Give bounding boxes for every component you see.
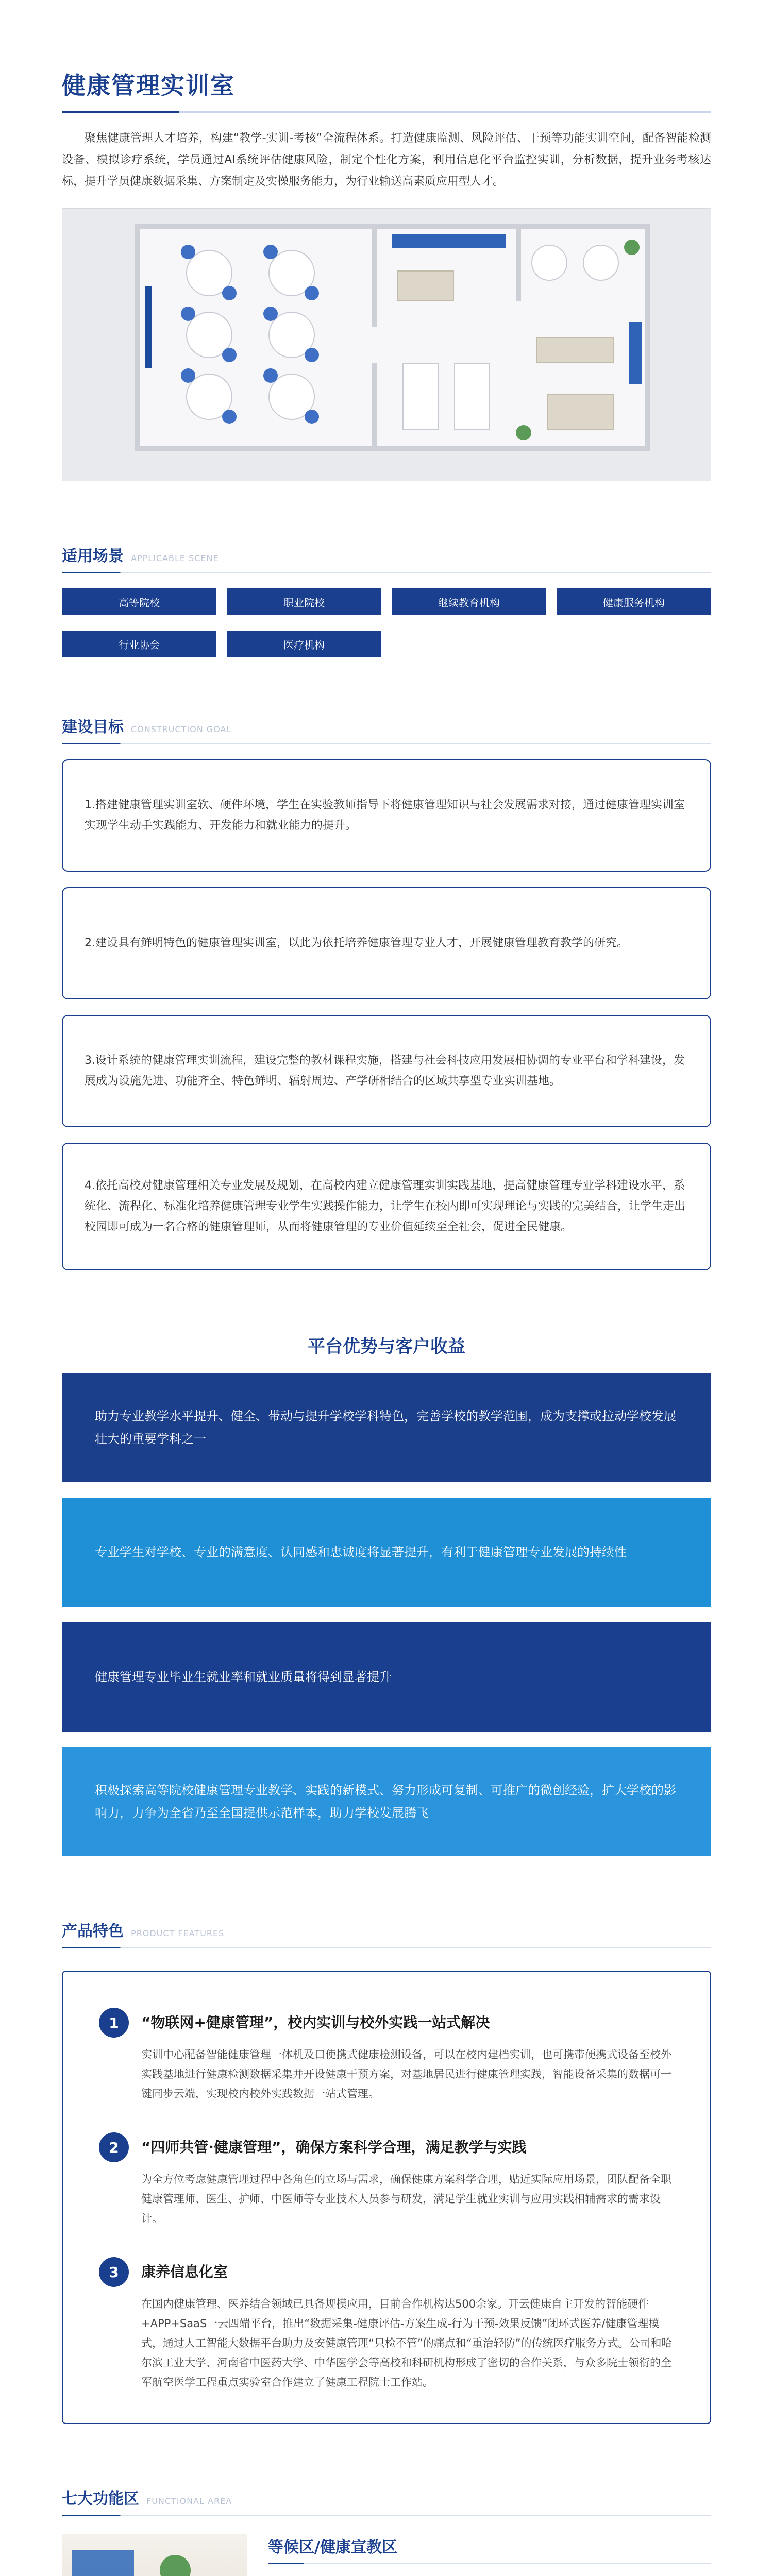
zone-divider <box>268 2563 711 2564</box>
goal-text: 2.建设具有鲜明特色的健康管理实训室，以此为依托培养健康管理专业人才，开展健康管理教育教学的研究。 <box>85 937 628 950</box>
floorplan-wall <box>516 224 521 301</box>
section-divider <box>62 2515 711 2516</box>
goal-card <box>62 887 711 999</box>
floorplan-cabinet <box>629 322 642 384</box>
scenes-section <box>0 543 773 657</box>
zone-photo <box>62 2534 247 2576</box>
floorplan-screen <box>145 286 152 368</box>
section-title: 七大功能区 <box>62 2490 139 2508</box>
advantage-card <box>62 1498 711 1607</box>
scene-tag: 健康服务机构 <box>557 588 711 615</box>
section-title: 建设目标 <box>62 718 124 736</box>
goal-text: 1.搭建健康管理实训室软、硬件环境，学生在实验教师指导下将健康管理知识与社会发展需求对接，通过健康管理实训室实现学生动手实践能力、开发能力和就业能力的提升。 <box>85 799 685 832</box>
section-divider <box>62 572 711 573</box>
section-title-en: CONSTRUCTION GOAL <box>131 724 232 734</box>
title-underline <box>62 111 711 113</box>
floorplan-wall <box>372 224 377 327</box>
floorplan-wall <box>372 363 377 451</box>
scene-list <box>62 588 711 657</box>
section-divider <box>62 1947 711 1948</box>
zone-list <box>62 2534 711 2576</box>
section-title-en: FUNCTIONAL AREA <box>146 2496 232 2506</box>
feature-title: “物联网+健康管理”，校内实训与校外实践一站式解决 <box>141 2014 490 2031</box>
scene-tag: 医疗机构 <box>227 631 381 657</box>
advantage-text: 专业学生对学校、专业的满意度、认同感和忠诚度将显著提升，有利于健康管理专业发展的持续性 <box>95 1545 627 1560</box>
goal-card <box>62 1015 711 1127</box>
goals-header <box>62 714 711 737</box>
goal-text: 3.设计系统的健康管理实训流程，建设完整的教材课程实施，搭建与社会科技应用发展相协调的专业平台和学科建设，发展成为设施先进、功能齐全、特色鲜明、辐射周边、产学研相结合的区域共享型专业实训基地。 <box>85 1054 685 1088</box>
floorplan-chair <box>305 410 319 424</box>
feature-number: 1 <box>99 2008 129 2038</box>
advantage-text: 积极探索高等院校健康管理专业教学、实践的新模式、努力形成可复制、可推广的微创经验，扩大学校的影响力，力争为全省乃至全国提供示范样本，助力学校发展腾飞 <box>95 1783 676 1820</box>
scene-tag: 高等院校 <box>62 588 216 615</box>
floorplan-cabinet <box>392 234 506 248</box>
features-box <box>62 1971 711 2424</box>
feature-item <box>99 2008 674 2104</box>
feature-text: 实训中心配备智能健康管理一体机及口使携式健康检测设备，可以在校内建档实训，也可携带便携式设备至校外实践基地进行健康检测数据采集并开设健康干预方案，对基地居民进行健康管理实践，智能设备采集的数据可一键同步云端，实现校内校外实践数据一站式管理。 <box>141 2048 671 2100</box>
hero-section <box>0 0 773 481</box>
section-title-en: PRODUCT FEATURES <box>131 1928 225 1938</box>
advantage-card <box>62 1747 711 1856</box>
floorplan-desk <box>536 337 614 363</box>
scene-tag: 职业院校 <box>227 588 381 615</box>
floorplan-chair <box>263 368 278 383</box>
floorplan-chair <box>305 348 319 362</box>
floorplan-chair <box>222 410 237 424</box>
feature-number: 2 <box>99 2132 129 2162</box>
floorplan-chair <box>181 368 195 383</box>
floorplan-chair <box>263 307 278 321</box>
section-title-en: APPLICABLE SCENE <box>131 553 219 563</box>
feature-title: “四师共管·健康管理”，确保方案科学合理，满足教学与实践 <box>141 2139 527 2156</box>
advantage-card <box>62 1373 711 1482</box>
advantages-title: 平台优势与客户收益 <box>308 1336 465 1357</box>
page-title: 健康管理实训室 <box>62 72 235 99</box>
scenes-header <box>62 543 711 566</box>
feature-item <box>99 2132 674 2228</box>
features-section <box>0 1918 773 2424</box>
feature-text: 为全方位考虑健康管理过程中各角色的立场与需求，确保健康方案科学合理，贴近实际应用场景，团队配备全职健康管理师、医生、护师、中医师等专业技术人员参与研发，满足学生就业实训与应用实践相辅需求的需求设计。 <box>141 2173 671 2225</box>
floorplan-chair <box>263 245 278 259</box>
floorplan-plant <box>516 425 531 440</box>
floorplan-table <box>583 245 619 281</box>
features-header <box>62 1918 711 1941</box>
feature-number: 3 <box>99 2257 129 2287</box>
zones-header <box>62 2486 711 2509</box>
floorplan-plant <box>624 240 640 255</box>
zone-title: 等候区/健康宣教区 <box>268 2538 397 2556</box>
goal-card <box>62 1143 711 1270</box>
floorplan-chair <box>305 286 319 300</box>
advantage-card <box>62 1622 711 1732</box>
feature-text: 在国内健康管理、医养结合领域已具备规模应用，目前合作机构达500余家。开云健康自主开发的智能硬件+APP+SaaS一云四端平台，推出“数据采集-健康评估-方案生成-行为干预-效果反馈”闭环式医养/健康管理模式，通过人工智能大数据平台助力及安健康管理“只检不管”的痛点和“重治轻防”的传统医疗服务方式。公司和哈尔滨工业大学、河南省中医药大学、中华医学会等高校和科研机构形成了密切的合作关系，与众多院士领衔的全军航空医学工程重点实验室合作建立了健康工程院士工作站。 <box>141 2298 673 2388</box>
goal-text: 4.依托高校对健康管理相关专业发展及规划，在高校内建立健康管理实训实践基地，提高健康管理专业学科建设水平，系统化、流程化、标准化培养健康管理专业学生实践操作能力，让学生在校内即可实现理论与实践的完美结合，让学生走出校园即可成为一名合格的健康管理师，从而将健康管理的专业价值延续至全社会，促进全民健康。 <box>85 1179 686 1233</box>
floorplan-chair <box>222 348 237 362</box>
goals-section <box>0 714 773 1270</box>
floorplan-chair <box>222 286 237 300</box>
section-title: 产品特色 <box>62 1922 124 1940</box>
floorplan-bed <box>402 363 439 430</box>
floorplan-chair <box>181 307 195 321</box>
zone-text <box>268 2572 711 2576</box>
section-divider <box>62 743 711 744</box>
scene-tag: 行业协会 <box>62 631 216 657</box>
feature-item <box>99 2257 674 2392</box>
advantage-text: 助力专业教学水平提升、健全、带动与提升学校学科特色，完善学校的教学范围，成为支撑或拉动学校发展壮大的重要学科之一 <box>95 1409 676 1446</box>
floorplan-image <box>62 208 711 481</box>
advantage-text: 健康管理专业毕业生就业率和就业质量将得到显著提升 <box>95 1670 392 1684</box>
floorplan-chair <box>181 245 195 259</box>
floorplan-sofa <box>547 394 614 430</box>
intro-paragraph: 聚焦健康管理人才培养，构建“教学-实训-考核”全流程体系。打造健康监测、风险评估、干预等功能实训空间，配备智能检测设备、模拟诊疗系统，学员通过AI系统评估健康风险，制定个性化方案，利用信息化平台监控实训，分析数据，提升业务考核达标，提升学员健康数据采集、方案制定及实操服务能力，为行业输送高素质应用型人才。 <box>62 132 711 188</box>
section-title: 适用场景 <box>62 547 124 565</box>
advantages-section <box>0 1332 773 1856</box>
zone-item <box>62 2534 711 2576</box>
floorplan-desk <box>397 270 454 301</box>
zones-section <box>0 2486 773 2576</box>
feature-title: 康养信息化室 <box>141 2263 228 2280</box>
goal-card <box>62 759 711 872</box>
scene-tag: 继续教育机构 <box>392 588 546 615</box>
floorplan-table <box>531 245 567 281</box>
floorplan-bed <box>454 363 490 430</box>
